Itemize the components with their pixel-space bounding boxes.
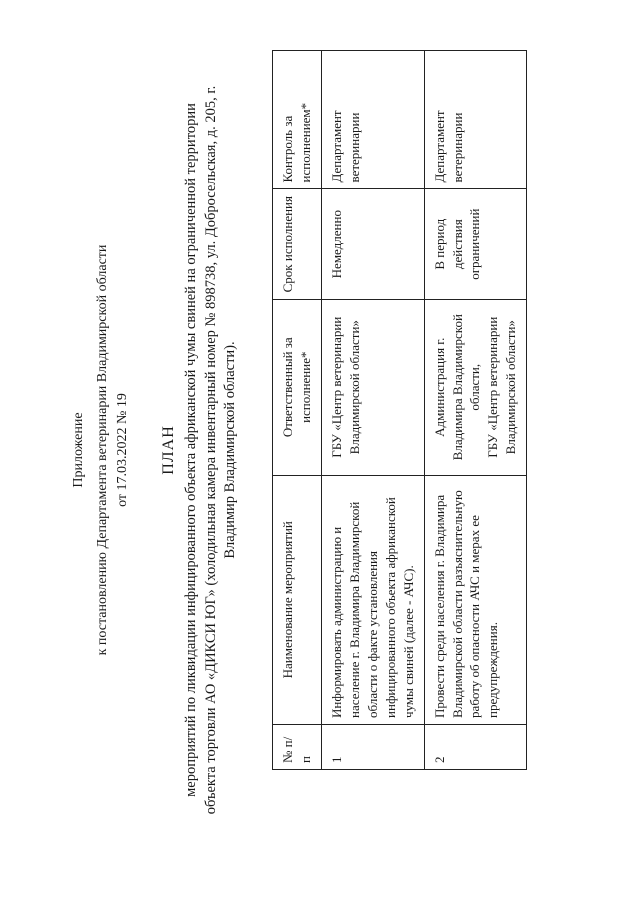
row-responsible bbox=[424, 299, 527, 475]
row-term: В период действия ограничений bbox=[424, 189, 527, 299]
row-num: 2 bbox=[424, 724, 527, 769]
row-name-text: Информировать администрацию и население г. Владимира Владимирской области о факте установления инфицированного объекта африканской чумы свиней (далее - АЧС). bbox=[328, 497, 416, 718]
header-term: Срок исполнения bbox=[273, 189, 322, 299]
appendix-resolution-line: к постановлению Департамента ветеринарии Владимирской области bbox=[95, 244, 110, 656]
header-control: Контроль за исполнением* bbox=[273, 51, 322, 189]
row-responsible-text: Администрация г. Владимира Владимирской области, bbox=[431, 314, 483, 461]
plan-table bbox=[272, 50, 527, 770]
row-control: Департамент ветеринарии bbox=[424, 51, 527, 189]
row-term: Немедленно bbox=[321, 189, 424, 299]
header-num: № п/п bbox=[273, 724, 322, 769]
row-name bbox=[424, 475, 527, 724]
row-responsible bbox=[321, 299, 424, 475]
header-name: Наименование мероприятий bbox=[273, 475, 322, 724]
row-name bbox=[321, 475, 424, 724]
plan-description: мероприятий по ликвидации инфицированного объекта африканской чумы свиней на ограниченной территории объекта торговли АО «ДИКСИ ЮГ» (холодильная камера инвентарный номер № 898738, ул. Добросельская, д. 205, г. Владимир Владимирской области). bbox=[183, 85, 239, 815]
table-row bbox=[424, 51, 527, 770]
rotated-document-page bbox=[40, 20, 600, 880]
table-header-row bbox=[273, 51, 322, 770]
plan-heading: ПЛАН bbox=[160, 425, 177, 475]
header-responsible: Ответственный за исполнение* bbox=[273, 299, 322, 475]
row-responsible-text-2: ГБУ «Центр ветеринарии Владимирской области» bbox=[485, 316, 519, 458]
row-control: Департамент ветеринарии bbox=[321, 51, 424, 189]
appendix-date-line: от 17.03.2022 № 19 bbox=[115, 393, 130, 507]
row-num: 1 bbox=[321, 724, 424, 769]
table-row bbox=[321, 51, 424, 770]
appendix-title: Приложение bbox=[71, 412, 86, 488]
row-responsible-text: ГБУ «Центр ветеринарии Владимирской области» bbox=[328, 316, 362, 458]
row-name-text: Провести среди населения г. Владимира Владимирской области разъяснительную работу об опасности АЧС и мерах ее предупреждения. bbox=[431, 490, 501, 718]
